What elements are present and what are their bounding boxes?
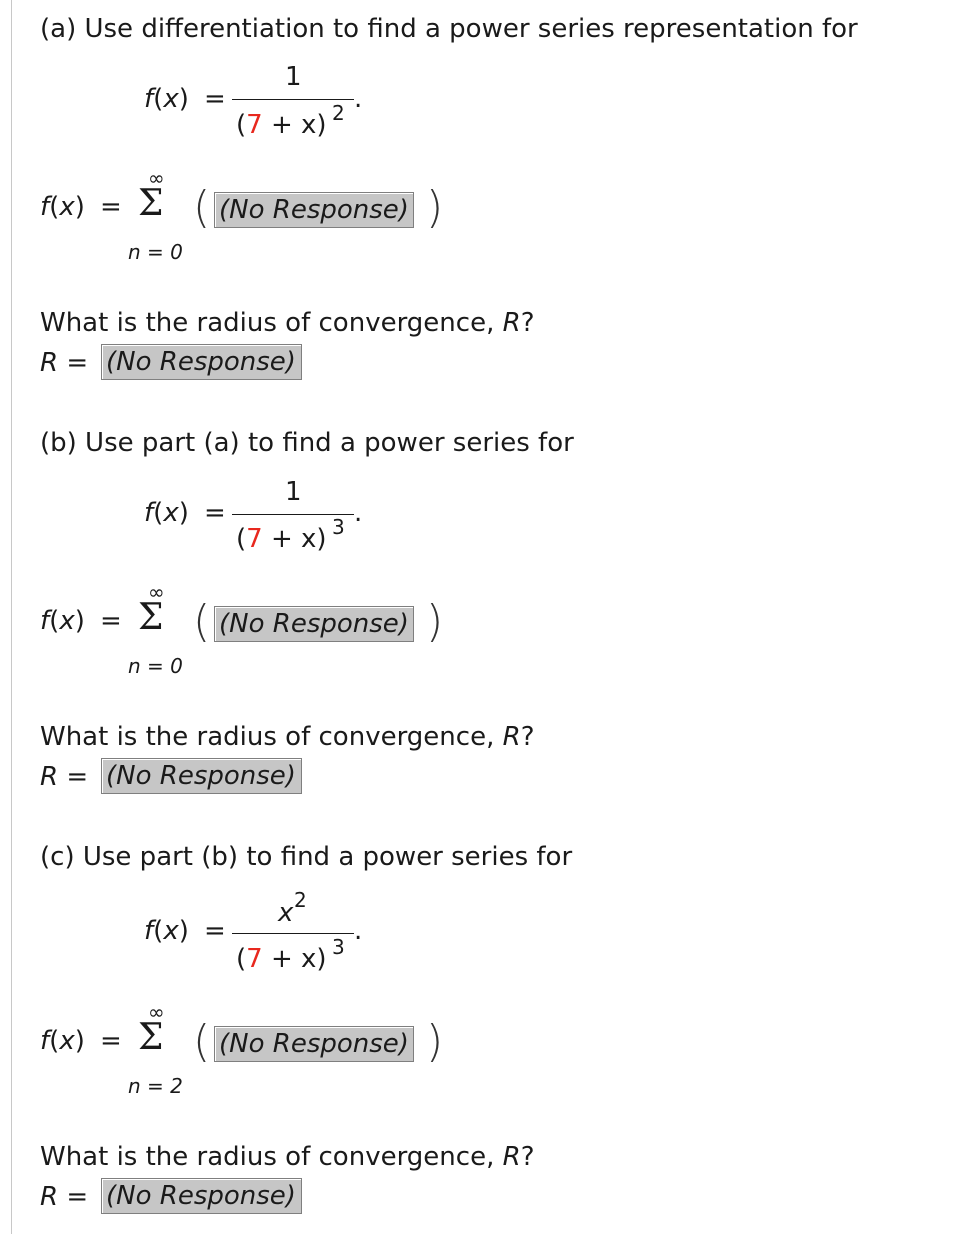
numerator: x — [278, 898, 294, 928]
radius-response[interactable]: (No Response) — [101, 758, 302, 794]
f-label: f(x) — [144, 916, 189, 946]
close-paren: ) — [426, 182, 444, 233]
f-label: f(x) — [40, 192, 85, 222]
series-term-response[interactable]: (No Response) — [214, 1026, 414, 1062]
radius-question: What is the radius of convergence, R? — [40, 308, 535, 338]
open-paren: ( — [193, 182, 211, 233]
part-a-intro: (a) Use differentiation to find a power series representation for — [40, 14, 858, 44]
numerator-exponent: 2 — [294, 888, 307, 912]
radius-label: R = — [40, 762, 89, 792]
series-term-response[interactable]: (No Response) — [214, 192, 414, 228]
denominator-exponent: 2 — [332, 101, 345, 125]
sum-upper-limit: ∞ — [148, 580, 165, 604]
close-paren: ) — [426, 596, 444, 647]
sigma-symbol: Σ — [138, 597, 164, 638]
denominator: (7 + x) — [236, 524, 327, 554]
radius-label: R = — [40, 348, 89, 378]
left-margin-rule — [11, 0, 12, 1234]
period: . — [354, 84, 363, 114]
sigma-symbol: Σ — [138, 1017, 164, 1058]
sum-lower-limit: n = 0 — [128, 654, 183, 678]
fraction-bar — [232, 99, 354, 100]
numerator: 1 — [285, 477, 302, 507]
equals-sign: = — [100, 1026, 122, 1056]
denominator: (7 + x) — [236, 944, 327, 974]
open-paren: ( — [193, 596, 211, 647]
part-b-intro: (b) Use part (a) to find a power series for — [40, 428, 574, 458]
numerator: 1 — [285, 62, 302, 92]
sum-upper-limit: ∞ — [148, 1000, 165, 1024]
f-label: f(x) — [144, 498, 189, 528]
part-c-intro: (c) Use part (b) to find a power series for — [40, 842, 573, 872]
radius-question: What is the radius of convergence, R? — [40, 722, 535, 752]
period: . — [354, 916, 363, 946]
denominator-exponent: 3 — [332, 935, 345, 959]
period: . — [354, 498, 363, 528]
equals-sign: = — [204, 84, 226, 114]
f-label: f(x) — [40, 606, 85, 636]
sum-lower-limit: n = 2 — [128, 1074, 183, 1098]
open-paren: ( — [193, 1016, 211, 1067]
denominator-exponent: 3 — [332, 515, 345, 539]
radius-label: R = — [40, 1182, 89, 1212]
f-label: f(x) — [144, 84, 189, 114]
highlighted-seven: 7 — [246, 110, 263, 140]
sigma-symbol: Σ — [138, 183, 164, 224]
radius-question: What is the radius of convergence, R? — [40, 1142, 535, 1172]
series-term-response[interactable]: (No Response) — [214, 606, 414, 642]
equals-sign: = — [100, 606, 122, 636]
highlighted-seven: 7 — [246, 944, 263, 974]
equals-sign: = — [204, 916, 226, 946]
denominator: (7 + x) — [236, 110, 327, 140]
highlighted-seven: 7 — [246, 524, 263, 554]
sum-lower-limit: n = 0 — [128, 240, 183, 264]
equals-sign: = — [204, 498, 226, 528]
radius-response[interactable]: (No Response) — [101, 344, 302, 380]
f-label: f(x) — [40, 1026, 85, 1056]
equals-sign: = — [100, 192, 122, 222]
radius-response[interactable]: (No Response) — [101, 1178, 302, 1214]
fraction-bar — [232, 933, 354, 934]
sum-upper-limit: ∞ — [148, 166, 165, 190]
close-paren: ) — [426, 1016, 444, 1067]
